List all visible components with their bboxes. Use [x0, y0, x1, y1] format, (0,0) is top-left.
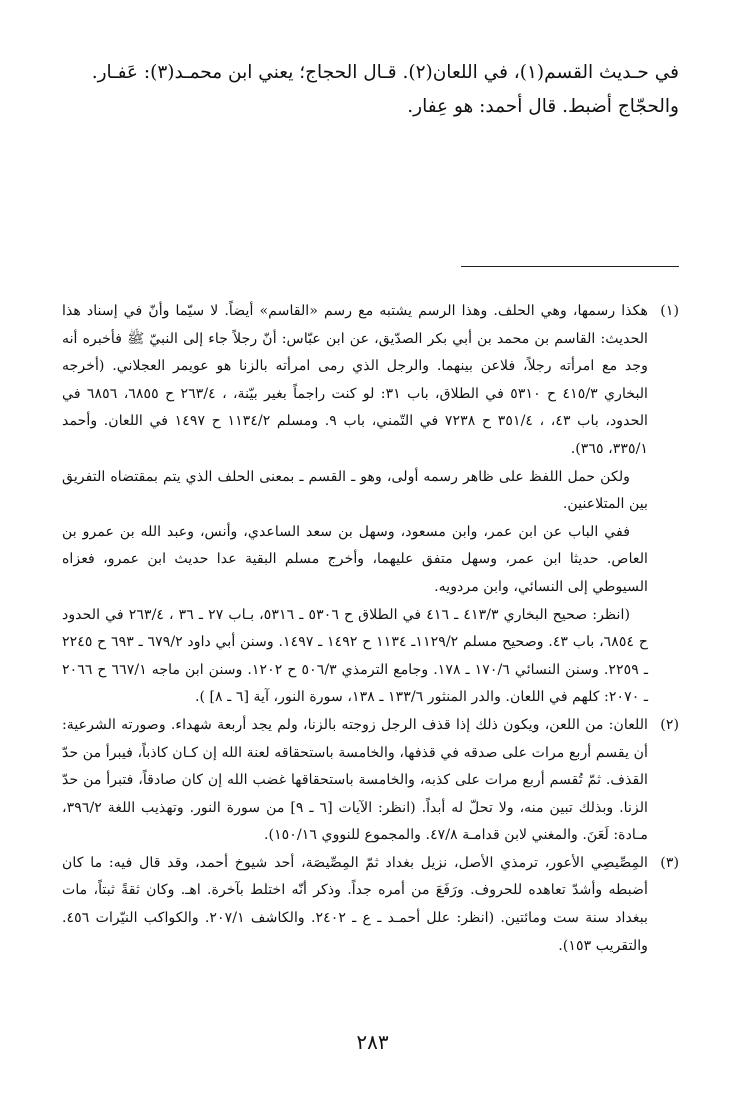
footnote-separator	[461, 266, 679, 267]
main-text	[55, 56, 679, 124]
footnote-paragraph: المِصِّيصِي الأعور، ترمذي الأصل، نزيل بغداد ثمّ المِصِّيصَة، أحد شيوخ أحمد، وقد قال فيه: ما كان أضبطه وأشدّ تعاهده للحروف. ورَفَعَ من أمره جداً. وذكر أنّه اختلط بآخرة. اهـ. وكان ثقةً ثبتاً، مات ببغداد سنة ست ومائتين. (انظر: علل أحمـد ـ ع ـ ٢٤٠٢. والكاشف ٢٠٧/١. والكواكب النيّرات ٤٥٦. والتقريب ١٥٣).	[62, 854, 648, 954]
footnote-1	[62, 298, 679, 712]
footnotes	[62, 298, 679, 960]
footnote-paragraph: هكذا رسمها، وهي الحلف. وهذا الرسم يشتبه مع رسم «القاسم» أيضاً. لا سيّما وأنّ في إسناد هذا الحديث: القاسم بن محمد بن أبي بكر الصدّيق، عن ابن عبّاس: أنّ رجلاً جاء إلى النبيّ ﷺ فأخبره أنه وجد مع امرأته رجلاً، فلاعن بينهما. والرجل الذي رمى امرأته بالزنا هو عويمر العجلاني. (أخرجه البخاري ٤١٥/٣ ح ٥٣١٠ في الطلاق، باب ٣١: لو كنت راجماً بغير بيّنة، ، ٢٦٣/٤ ح ٦٨٥٥، ٦٨٥٦ في الحدود، باب ٤٣، ، ٣٥١/٤ ح ٧٢٣٨ في التّمني، باب ٩. ومسلم ١١٣٤/٢ ح ١٤٩٧ في اللعان. وأحمد ٣٣٥/١، ٣٦٥).	[62, 303, 649, 457]
main-text-line-1: في حـديث القسم(١)، في اللعان(٢). قـال الحجاج؛ يعني ابن محمـد(٣): عَفـار.	[91, 62, 679, 83]
footnote-paragraph: اللعان: من اللعن، ويكون ذلك إذا قذف الرجل زوجته بالزنا، ولم يجد أربعة شهداء. وصورته الشرعية: أن يقسم أربع مرات على صدقه في قذفها، والخامسة باستحقاقه لعنة الله إن كـان كاذباً، فيبرأ من حدّ القذف. ثمّ تُقسم أربع مرات على كذبه، والخامسة باستحقاقها غضب الله إن كان صادقاً، فتبرأ من حدّ الزنا. وبذلك تبين منه، ولا تحلّ له أبداً. (انظر: الآيات [٦ ـ ٩] من سورة النور. وتهذيب اللغة ٣٩٦/٢، مـادة: لَعَنَ. والمغني لابن قدامـة ٤٧/٨. والمجموع للنووي ١٥٠/١٦).	[62, 716, 648, 844]
footnote-3	[62, 850, 679, 960]
footnote-marker: (٣)	[660, 854, 679, 871]
footnote-paragraph: ولكن حمل اللفظ على ظاهر رسمه أولى، وهو ـ القسم ـ بمعنى الحلف الذي يتم بمقتضاه التفريق بين المتلاعنين.	[62, 468, 648, 513]
main-text-line-2: والحجّاج أضبط. قال أحمد: هو عِفار.	[407, 96, 679, 117]
footnote-2	[62, 712, 679, 850]
footnote-marker: (٢)	[660, 716, 679, 733]
page-number: ٢٨٣	[356, 1030, 389, 1054]
footnote-paragraph: ففي الباب عن ابن عمر، وابن مسعود، وسهل بن سعد الساعدي، وأنس، وعبد الله بن عمرو بن العاص. حديثا ابن عمر، وسهل متفق عليهما، وأخرج مسلم البقية عدا حديث ابن عمرو، فعزاه السيوطي إلى النسائي، وابن مردويه.	[62, 523, 648, 595]
footnote-marker: (١)	[660, 303, 679, 319]
footnote-paragraph: (انظر: صحيح البخاري ٤١٣/٣ ـ ٤١٦ في الطلاق ح ٥٣٠٦ ـ ٥٣١٦، بـاب ٢٧ ـ ٣٦ ، ٢٦٣/٤ في الحدود ح ٦٨٥٤، باب ٤٣. وصحيح مسلم ١١٢٩/٢ـ ١١٣٤ ح ١٤٩٢ ـ ١٤٩٧. وسنن أبي داود ٦٧٩/٢ ـ ٦٩٣ ح ٢٢٤٥ ـ ٢٢٥٩. وسنن النسائي ١٧٠/٦ ـ ١٧٨. وجامع الترمذي ٥٠٦/٣ ح ١٢٠٢. وسنن ابن ماجه ٦٦٧/١ ح ٢٠٦٦ ـ ٢٠٧٠: كلهم في اللعان. والدر المنثور ١٣٣/٦ ـ ١٣٨، سورة النور، آية [٦ ـ ٨] ).	[62, 606, 649, 706]
